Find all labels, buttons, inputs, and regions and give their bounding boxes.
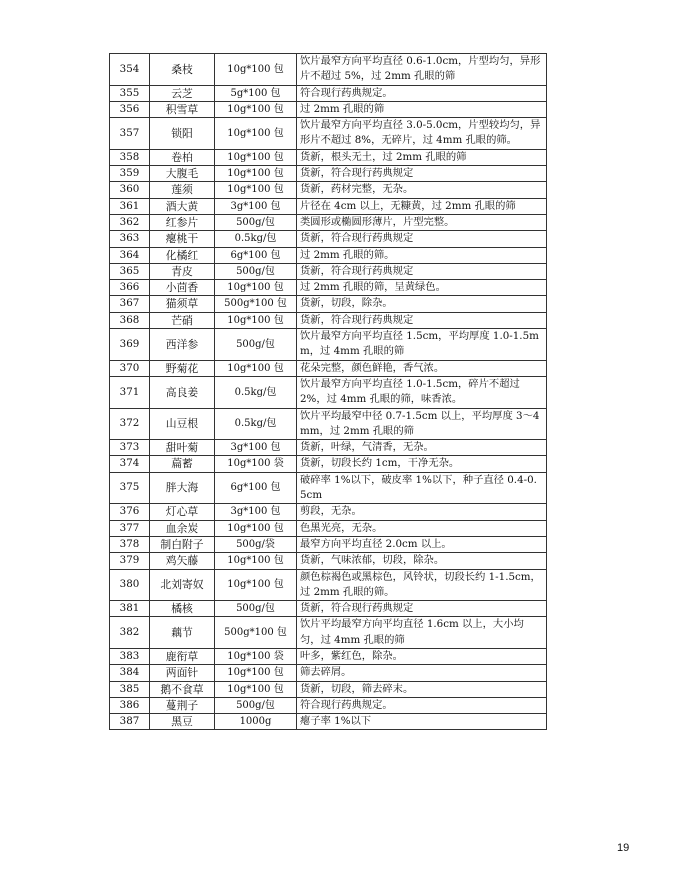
- herb-name-cell: 积雪草: [150, 101, 215, 117]
- quality-requirement-cell: 花朵完整，颜色鲜艳，香气浓。: [297, 360, 547, 376]
- quality-requirement-cell: 饮片最窄方向平均直径 1.0-1.5cm，碎片不超过 2%，过 4mm 孔眼的筛，味香浓。: [297, 376, 547, 408]
- quality-requirement-cell: 剪段，无杂。: [297, 504, 547, 520]
- package-spec-cell: 500g/包: [215, 263, 297, 279]
- herb-name-cell: 制白附子: [150, 536, 215, 552]
- herb-spec-table-wrapper: [109, 53, 546, 730]
- row-number-cell: 362: [110, 214, 150, 230]
- quality-requirement-cell: 叶多，紫红色，除杂。: [297, 648, 547, 664]
- quality-requirement-cell: 瘪子率 1%以下: [297, 714, 547, 730]
- package-spec-cell: 500g*100 包: [215, 617, 297, 649]
- table-row: [110, 648, 547, 664]
- table-row: [110, 617, 547, 649]
- quality-requirement-cell: 货新，符合现行药典规定: [297, 601, 547, 617]
- row-number-cell: 357: [110, 118, 150, 150]
- herb-name-cell: 芒硝: [150, 312, 215, 328]
- row-number-cell: 376: [110, 504, 150, 520]
- package-spec-cell: 3g*100 包: [215, 504, 297, 520]
- package-spec-cell: 10g*100 包: [215, 182, 297, 198]
- table-row: [110, 247, 547, 263]
- table-row: [110, 376, 547, 408]
- quality-requirement-cell: 过 2mm 孔眼的筛。: [297, 247, 547, 263]
- row-number-cell: 377: [110, 520, 150, 536]
- quality-requirement-cell: 货新，符合现行药典规定: [297, 231, 547, 247]
- package-spec-cell: 10g*100 包: [215, 101, 297, 117]
- package-spec-cell: 1000g: [215, 714, 297, 730]
- page-number: 19: [617, 842, 630, 854]
- herb-name-cell: 小茴香: [150, 280, 215, 296]
- row-number-cell: 370: [110, 360, 150, 376]
- quality-requirement-cell: 筛去碎屑。: [297, 665, 547, 681]
- row-number-cell: 359: [110, 166, 150, 182]
- package-spec-cell: 3g*100 包: [215, 440, 297, 456]
- herb-name-cell: 萹蓄: [150, 456, 215, 472]
- quality-requirement-cell: 片径在 4cm 以上，无糠黄，过 2mm 孔眼的筛: [297, 198, 547, 214]
- package-spec-cell: 10g*100 包: [215, 54, 297, 86]
- quality-requirement-cell: 色黑光亮，无杂。: [297, 520, 547, 536]
- herb-name-cell: 红参片: [150, 214, 215, 230]
- row-number-cell: 356: [110, 101, 150, 117]
- table-row: [110, 601, 547, 617]
- package-spec-cell: 500g/包: [215, 697, 297, 713]
- table-row: [110, 360, 547, 376]
- row-number-cell: 383: [110, 648, 150, 664]
- table-row: [110, 296, 547, 312]
- package-spec-cell: 10g*100 包: [215, 166, 297, 182]
- package-spec-cell: 10g*100 包: [215, 360, 297, 376]
- table-row: [110, 312, 547, 328]
- herb-name-cell: 甜叶菊: [150, 440, 215, 456]
- table-row: [110, 472, 547, 504]
- row-number-cell: 381: [110, 601, 150, 617]
- herb-name-cell: 西洋参: [150, 329, 215, 361]
- quality-requirement-cell: 符合现行药典规定。: [297, 697, 547, 713]
- package-spec-cell: 10g*100 包: [215, 553, 297, 569]
- table-row: [110, 456, 547, 472]
- package-spec-cell: 10g*100 包: [215, 681, 297, 697]
- herb-name-cell: 瘪桃干: [150, 231, 215, 247]
- quality-requirement-cell: 饮片最窄方向平均直径 3.0-5.0cm，片型较均匀，异形片不超过 8%，无碎片，过 4mm 孔眼的筛。: [297, 118, 547, 150]
- table-row: [110, 182, 547, 198]
- quality-requirement-cell: 货新，切段长约 1cm，干净无杂。: [297, 456, 547, 472]
- row-number-cell: 384: [110, 665, 150, 681]
- row-number-cell: 378: [110, 536, 150, 552]
- row-number-cell: 355: [110, 85, 150, 101]
- table-row: [110, 569, 547, 601]
- quality-requirement-cell: 类圆形或椭圆形薄片，片型完整。: [297, 214, 547, 230]
- herb-name-cell: 野菊花: [150, 360, 215, 376]
- row-number-cell: 373: [110, 440, 150, 456]
- row-number-cell: 354: [110, 54, 150, 86]
- table-row: [110, 166, 547, 182]
- package-spec-cell: 500g/包: [215, 329, 297, 361]
- row-number-cell: 372: [110, 408, 150, 440]
- quality-requirement-cell: 货新，符合现行药典规定: [297, 166, 547, 182]
- row-number-cell: 368: [110, 312, 150, 328]
- row-number-cell: 382: [110, 617, 150, 649]
- table-row: [110, 504, 547, 520]
- quality-requirement-cell: 货新，符合现行药典规定: [297, 263, 547, 279]
- herb-name-cell: 黑豆: [150, 714, 215, 730]
- quality-requirement-cell: 货新，气味浓郁，切段，除杂。: [297, 553, 547, 569]
- row-number-cell: 358: [110, 149, 150, 165]
- row-number-cell: 385: [110, 681, 150, 697]
- quality-requirement-cell: 货新，符合现行药典规定: [297, 312, 547, 328]
- package-spec-cell: 10g*100 包: [215, 118, 297, 150]
- table-row: [110, 440, 547, 456]
- table-row: [110, 329, 547, 361]
- quality-requirement-cell: 破碎率 1%以下，破皮率 1%以下，种子直径 0.4-0.5cm: [297, 472, 547, 504]
- package-spec-cell: 10g*100 包: [215, 520, 297, 536]
- quality-requirement-cell: 饮片平均最窄方向平均直径 1.6cm 以上，大小均匀，过 4mm 孔眼的筛: [297, 617, 547, 649]
- table-row: [110, 118, 547, 150]
- quality-requirement-cell: 货新，药材完整，无杂。: [297, 182, 547, 198]
- herb-name-cell: 锁阳: [150, 118, 215, 150]
- herb-name-cell: 两面针: [150, 665, 215, 681]
- herb-spec-table: [109, 53, 547, 730]
- package-spec-cell: 500g/包: [215, 214, 297, 230]
- package-spec-cell: 10g*100 包: [215, 149, 297, 165]
- package-spec-cell: 0.5kg/包: [215, 376, 297, 408]
- package-spec-cell: 0.5kg/包: [215, 231, 297, 247]
- quality-requirement-cell: 饮片平均最窄中径 0.7-1.5cm 以上，平均厚度 3～4mm，过 2mm 孔眼的筛: [297, 408, 547, 440]
- row-number-cell: 363: [110, 231, 150, 247]
- herb-name-cell: 胖大海: [150, 472, 215, 504]
- herb-name-cell: 山豆根: [150, 408, 215, 440]
- herb-name-cell: 血余炭: [150, 520, 215, 536]
- herb-name-cell: 桑枝: [150, 54, 215, 86]
- table-row: [110, 553, 547, 569]
- herb-name-cell: 灯心草: [150, 504, 215, 520]
- quality-requirement-cell: 最窄方向平均直径 2.0cm 以上。: [297, 536, 547, 552]
- row-number-cell: 360: [110, 182, 150, 198]
- table-row: [110, 231, 547, 247]
- quality-requirement-cell: 货新，切段，除杂。: [297, 296, 547, 312]
- herb-name-cell: 卷柏: [150, 149, 215, 165]
- herb-name-cell: 橘核: [150, 601, 215, 617]
- quality-requirement-cell: 饮片最窄方向平均直径 1.5cm，平均厚度 1.0-1.5mm，过 4mm 孔眼的筛: [297, 329, 547, 361]
- herb-name-cell: 鹿衔草: [150, 648, 215, 664]
- herb-name-cell: 青皮: [150, 263, 215, 279]
- herb-name-cell: 北刘寄奴: [150, 569, 215, 601]
- package-spec-cell: 10g*100 包: [215, 665, 297, 681]
- herb-name-cell: 酒大黄: [150, 198, 215, 214]
- herb-name-cell: 云芝: [150, 85, 215, 101]
- herb-name-cell: 猫须草: [150, 296, 215, 312]
- row-number-cell: 379: [110, 553, 150, 569]
- row-number-cell: 367: [110, 296, 150, 312]
- package-spec-cell: 500g/包: [215, 601, 297, 617]
- herb-name-cell: 大腹毛: [150, 166, 215, 182]
- package-spec-cell: 500g/袋: [215, 536, 297, 552]
- herb-name-cell: 鸡矢藤: [150, 553, 215, 569]
- table-row: [110, 54, 547, 86]
- table-row: [110, 263, 547, 279]
- table-body: [110, 54, 547, 730]
- table-row: [110, 681, 547, 697]
- table-row: [110, 198, 547, 214]
- table-row: [110, 101, 547, 117]
- quality-requirement-cell: 符合现行药典规定。: [297, 85, 547, 101]
- table-row: [110, 665, 547, 681]
- row-number-cell: 387: [110, 714, 150, 730]
- row-number-cell: 361: [110, 198, 150, 214]
- table-row: [110, 85, 547, 101]
- quality-requirement-cell: 过 2mm 孔眼的筛: [297, 101, 547, 117]
- package-spec-cell: 6g*100 包: [215, 472, 297, 504]
- table-row: [110, 536, 547, 552]
- quality-requirement-cell: 过 2mm 孔眼的筛，呈黄绿色。: [297, 280, 547, 296]
- row-number-cell: 366: [110, 280, 150, 296]
- herb-name-cell: 藕节: [150, 617, 215, 649]
- row-number-cell: 375: [110, 472, 150, 504]
- package-spec-cell: 10g*100 包: [215, 569, 297, 601]
- package-spec-cell: 0.5kg/包: [215, 408, 297, 440]
- table-row: [110, 214, 547, 230]
- package-spec-cell: 10g*100 袋: [215, 648, 297, 664]
- herb-name-cell: 鹅不食草: [150, 681, 215, 697]
- herb-name-cell: 蔓荆子: [150, 697, 215, 713]
- package-spec-cell: 5g*100 包: [215, 85, 297, 101]
- package-spec-cell: 6g*100 包: [215, 247, 297, 263]
- row-number-cell: 365: [110, 263, 150, 279]
- quality-requirement-cell: 货新，根头无土，过 2mm 孔眼的筛: [297, 149, 547, 165]
- table-row: [110, 149, 547, 165]
- herb-name-cell: 高良姜: [150, 376, 215, 408]
- row-number-cell: 374: [110, 456, 150, 472]
- quality-requirement-cell: 货新，叶绿，气清香，无杂。: [297, 440, 547, 456]
- package-spec-cell: 3g*100 包: [215, 198, 297, 214]
- table-row: [110, 697, 547, 713]
- table-row: [110, 520, 547, 536]
- row-number-cell: 364: [110, 247, 150, 263]
- table-row: [110, 714, 547, 730]
- package-spec-cell: 10g*100 包: [215, 312, 297, 328]
- row-number-cell: 380: [110, 569, 150, 601]
- table-row: [110, 280, 547, 296]
- herb-name-cell: 莲须: [150, 182, 215, 198]
- package-spec-cell: 500g*100 包: [215, 296, 297, 312]
- package-spec-cell: 10g*100 包: [215, 280, 297, 296]
- row-number-cell: 371: [110, 376, 150, 408]
- table-row: [110, 408, 547, 440]
- herb-name-cell: 化橘红: [150, 247, 215, 263]
- quality-requirement-cell: 饮片最窄方向平均直径 0.6-1.0cm，片型均匀，异形片不超过 5%，过 2mm 孔眼的筛: [297, 54, 547, 86]
- row-number-cell: 386: [110, 697, 150, 713]
- package-spec-cell: 10g*100 袋: [215, 456, 297, 472]
- row-number-cell: 369: [110, 329, 150, 361]
- quality-requirement-cell: 货新，切段，筛去碎末。: [297, 681, 547, 697]
- quality-requirement-cell: 颜色棕褐色或黑棕色，风铃状，切段长约 1-1.5cm，过 2mm 孔眼的筛。: [297, 569, 547, 601]
